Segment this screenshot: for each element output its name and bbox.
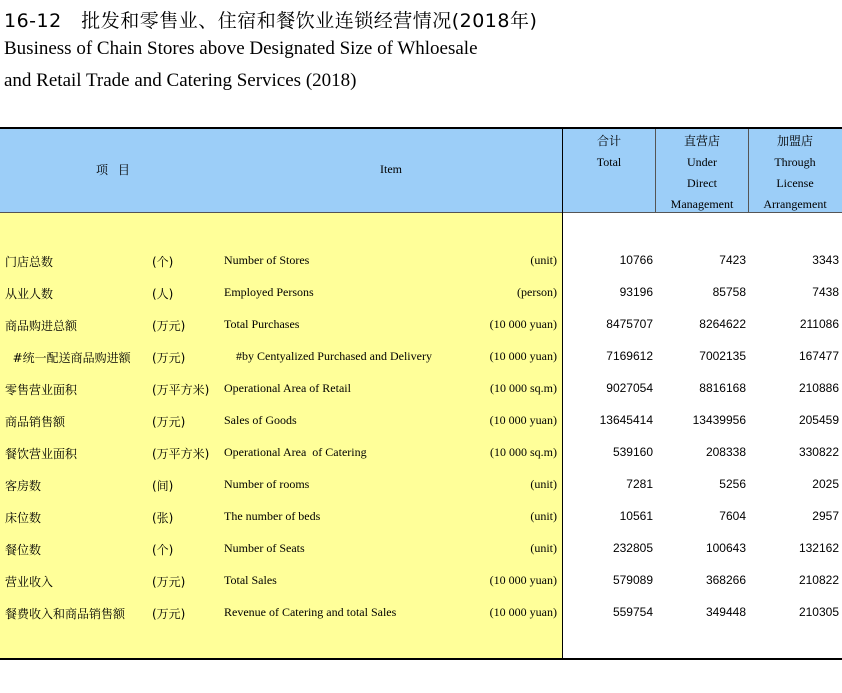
cell-direct: 368266 [705,573,746,587]
table-top-rule [0,127,842,129]
cell-total: 7281 [626,477,653,491]
cell-total: 232805 [612,541,653,555]
row-label-cn: 门店总数 [5,255,54,269]
cell-direct: 7002135 [699,349,746,363]
row-label-en: Number of Seats [224,541,305,555]
cell-direct: 100643 [705,541,746,555]
cell-direct: 349448 [705,605,746,619]
row-unit-en: (10 000 yuan) [489,573,557,587]
row-label-en: Operational Area of Retail [224,381,351,395]
header-col-license-en-2: License [776,176,814,190]
cell-total: 7169612 [606,349,653,363]
row-unit-en: (10 000 sq.m) [490,445,557,459]
header-col-direct-en-2: Direct [687,176,717,190]
cell-direct: 7423 [719,253,746,267]
row-unit-en: (unit) [530,509,557,523]
cell-total: 579089 [612,573,653,587]
header-col-total-en: Total [596,155,622,169]
row-label-en: Sales of Goods [224,413,297,427]
table-row [0,341,842,373]
header-col-direct-cn: 直营店 [683,134,720,148]
table-bottom-rule [0,658,842,660]
row-unit-en: (10 000 sq.m) [490,381,557,395]
cell-license: 205459 [798,413,839,427]
row-label-cn: #统一配送商品购进额 [5,351,131,365]
row-unit-en: (unit) [530,253,557,267]
row-label-en: #by Centyalized Purchased and Delivery [224,349,432,363]
row-unit-cn: (人) [152,287,174,301]
header-item-area [0,129,562,212]
cell-license: 2957 [812,509,839,523]
cell-direct: 8264622 [699,317,746,331]
table-row [0,469,842,501]
table-row [0,277,842,309]
cell-license: 167477 [798,349,839,363]
row-unit-cn: (万元) [152,607,186,621]
header-col-direct-en-3: Management [670,197,734,211]
data-table [0,127,842,660]
table-row [0,405,842,437]
row-unit-cn: (万元) [152,415,186,429]
cell-total: 13645414 [599,413,653,427]
row-unit-en: (unit) [530,541,557,555]
cell-total: 10561 [619,509,653,523]
page-title-english-line-1: Business of Chain Stores above Designated Size of Whloesale [4,38,478,59]
cell-license: 210305 [798,605,839,619]
table-row [0,565,842,597]
row-label-cn: 营业收入 [5,575,54,589]
row-unit-cn: (万元) [152,575,186,589]
header-col-total [563,131,655,173]
row-label-en: Number of rooms [224,477,310,491]
row-unit-en: (10 000 yuan) [489,317,557,331]
page-title-chinese: 16-12 批发和零售业、住宿和餐饮业连锁经营情况(2018年) [4,10,538,32]
row-unit-cn: (万元) [152,351,186,365]
row-label-cn: 餐位数 [5,543,42,557]
row-unit-en: (10 000 yuan) [489,605,557,619]
row-label-cn: 商品销售额 [5,415,66,429]
cell-total: 10766 [619,253,653,267]
cell-license: 210822 [798,573,839,587]
table-row [0,501,842,533]
cell-license: 7438 [812,285,839,299]
cell-direct: 8816168 [699,381,746,395]
header-item-chinese: 项 目 [96,163,133,177]
header-col-license [749,131,841,215]
row-label-cn: 床位数 [5,511,42,525]
header-col-license-en-1: Through [774,155,816,169]
row-unit-cn: (个) [152,255,174,269]
row-unit-cn: (间) [152,479,174,493]
row-label-en: Operational Area of Catering [224,445,367,459]
row-label-cn: 商品购进总额 [5,319,78,333]
row-label-en: Number of Stores [224,253,310,267]
table-row [0,245,842,277]
header-col-license-cn: 加盟店 [776,134,813,148]
page-title-english-line-2: and Retail Trade and Catering Services (2018) [4,70,357,91]
row-label-cn: 餐费收入和商品销售额 [5,607,126,621]
header-col-license-en-3: Arrangement [763,197,827,211]
row-unit-cn: (张) [152,511,174,525]
cell-license: 330822 [798,445,839,459]
cell-total: 539160 [612,445,653,459]
table-row [0,437,842,469]
table-row [0,373,842,405]
row-label-cn: 零售营业面积 [5,383,78,397]
cell-total: 93196 [619,285,653,299]
row-label-cn: 从业人数 [5,287,54,301]
cell-direct: 7604 [719,509,746,523]
header-col-direct [656,131,748,215]
cell-license: 210886 [798,381,839,395]
row-unit-cn: (个) [152,543,174,557]
table-row [0,533,842,565]
row-unit-en: (person) [517,285,557,299]
cell-license: 211086 [799,317,839,331]
row-label-en: Total Sales [224,573,277,587]
header-item-english: Item [380,162,402,176]
header-col-total-cn: 合计 [596,134,621,148]
cell-license: 132162 [798,541,839,555]
cell-direct: 5256 [719,477,746,491]
row-unit-en: (10 000 yuan) [489,413,557,427]
row-label-en: Total Purchases [224,317,300,331]
header-col-direct-en-1: Under [687,155,717,169]
row-label-en: The number of beds [224,509,321,523]
row-label-en: Revenue of Catering and total Sales [224,605,397,619]
cell-direct: 208338 [705,445,746,459]
cell-total: 8475707 [606,317,653,331]
row-unit-cn: (万平方米) [152,383,210,397]
cell-total: 9027054 [606,381,653,395]
table-row [0,309,842,341]
row-label-cn: 客房数 [5,479,42,493]
row-unit-cn: (万平方米) [152,447,210,461]
row-unit-en: (10 000 yuan) [489,349,557,363]
cell-direct: 85758 [712,285,746,299]
table-row [0,597,842,629]
row-unit-cn: (万元) [152,319,186,333]
cell-license: 3343 [812,253,839,267]
row-label-cn: 餐饮营业面积 [5,447,78,461]
cell-direct: 13439956 [692,413,746,427]
row-unit-en: (unit) [530,477,557,491]
row-label-en: Employed Persons [224,285,314,299]
cell-total: 559754 [612,605,653,619]
cell-license: 2025 [812,477,839,491]
